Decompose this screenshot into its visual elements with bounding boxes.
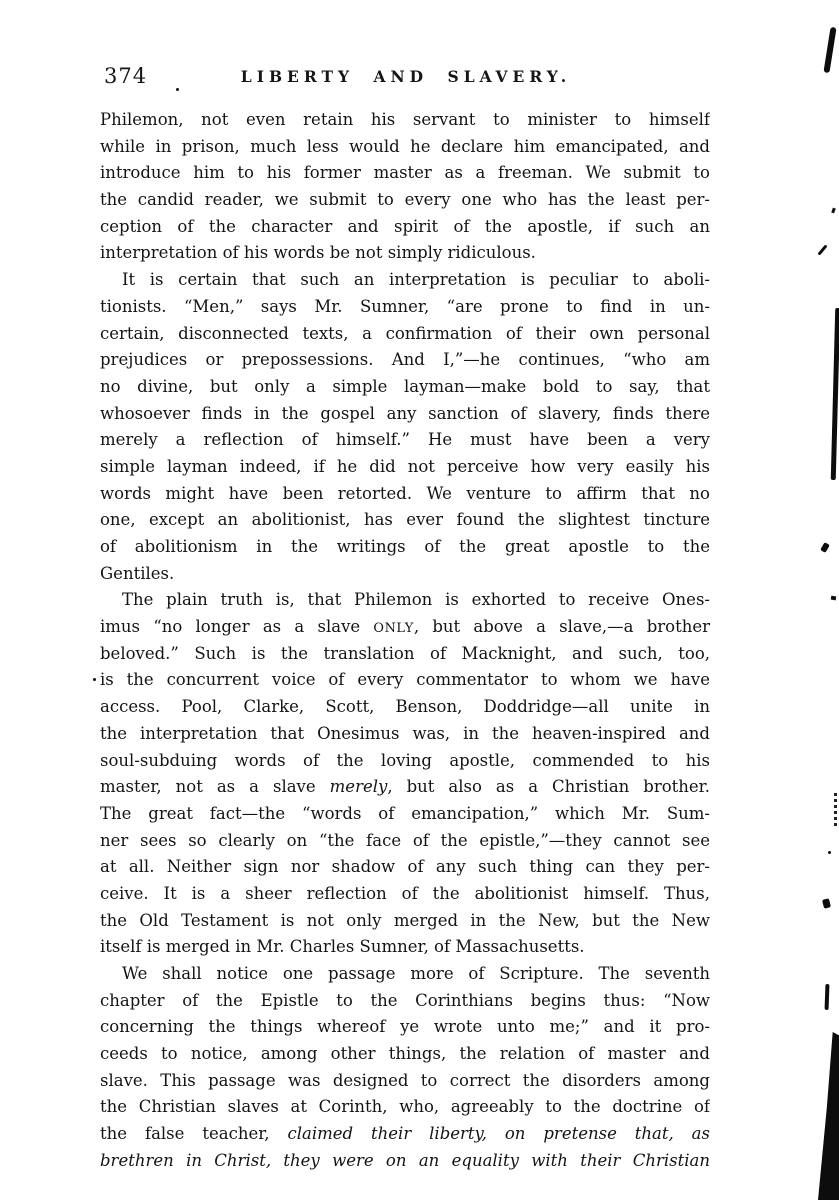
scan-artifact — [818, 1032, 839, 1200]
body-text: soul-subduing words of the loving apostle, commended to his — [100, 750, 710, 770]
paragraph — [100, 107, 710, 267]
text-line — [100, 641, 710, 668]
scan-artifact — [825, 984, 830, 1010]
body-text: the interpretation that Onesimus was, in the heaven-inspired and — [100, 723, 710, 743]
body-text: is the concurrent voice of every commentator to whom we have — [100, 670, 710, 690]
italic-text: claimed their liberty, on pretense that, as — [287, 1124, 710, 1144]
body-text: ceive. It is a sheer reflection of the abolitionist himself. Thus, — [100, 883, 710, 903]
running-title: LIBERTY AND SLAVERY. — [240, 67, 572, 86]
body-text: introduce him to his former master as a freeman. We submit to — [100, 163, 710, 183]
scan-artifact — [823, 27, 836, 73]
scan-artifact — [176, 88, 179, 91]
text-line — [100, 587, 710, 614]
scan-artifact — [817, 244, 827, 255]
body-text: We shall notice one passage more of Scripture. The seventh — [122, 964, 710, 983]
page-number: 374 — [104, 64, 148, 88]
body-text: ner sees so clearly on “the face of the epistle,”—they cannot see — [100, 830, 710, 850]
scan-artifact — [831, 596, 837, 601]
text-line — [100, 614, 710, 641]
body-text: Philemon, not even retain his servant to minister to himself — [100, 110, 710, 129]
text-line — [100, 214, 710, 241]
text-line — [100, 721, 710, 748]
text-line — [100, 774, 710, 801]
scan-artifact — [831, 208, 836, 214]
scan-artifact — [828, 851, 831, 854]
text-line — [100, 1041, 710, 1068]
scan-artifact — [834, 793, 837, 829]
text-line — [100, 107, 710, 134]
body-text: ception of the character and spirit of the apostle, if such an — [100, 216, 710, 236]
text-line — [100, 881, 710, 908]
body-text: prejudices or prepossessions. And I,”—he continues, “who am — [100, 350, 710, 370]
page-header — [100, 62, 712, 92]
text-line — [100, 187, 710, 214]
body-text: The plain truth is, that Philemon is exhorted to receive Ones- — [122, 590, 710, 610]
paragraph — [100, 587, 710, 961]
body-text: the candid reader, we submit to every one who has the least per- — [100, 190, 710, 210]
text-line — [100, 934, 710, 961]
body-text: access. Pool, Clarke, Scott, Benson, Doddridge—all unite in — [100, 697, 710, 717]
body-text: ceeds to notice, among other things, the relation of master and — [100, 1044, 710, 1064]
body-text: chapter of the Epistle to the Corinthians begins thus: “Now — [100, 990, 710, 1010]
text-line — [100, 134, 710, 161]
body-text: simple layman indeed, if he did not perceive how very easily his — [100, 456, 710, 476]
scan-artifact — [93, 678, 96, 681]
text-line — [100, 1014, 710, 1041]
text-body — [100, 107, 710, 1175]
body-text: while in prison, much less would he declare him emancipated, and — [100, 136, 710, 156]
text-line — [100, 534, 710, 561]
text-line — [100, 321, 710, 348]
body-text: The great fact—the “words of emancipation,” which Mr. Sum- — [100, 803, 710, 823]
text-line — [100, 240, 710, 267]
text-line — [100, 374, 710, 401]
text-line — [100, 160, 710, 187]
italic-text: brethren in Christ, they were on an equality with their Christian — [100, 1150, 710, 1170]
italic-text: merely — [329, 777, 388, 797]
text-line — [100, 427, 710, 454]
body-text: tionists. “Men,” says Mr. Sumner, “are prone to find in un- — [100, 296, 710, 316]
body-text: the false teacher, — [100, 1124, 288, 1144]
text-line — [100, 988, 710, 1015]
body-text: itself is merged in Mr. Charles Sumner, of Massachusetts. — [100, 937, 585, 957]
body-text: words might have been retorted. We venture to affirm that no — [100, 483, 710, 503]
text-line — [100, 694, 710, 721]
text-line — [100, 908, 710, 935]
text-line — [100, 801, 710, 828]
body-text: imus “no longer as a slave — [100, 617, 374, 637]
body-text: one, except an abolitionist, has ever found the slightest tincture — [100, 510, 710, 530]
small-caps-text: ONLY — [373, 621, 414, 637]
body-text: master, not as a slave — [100, 777, 330, 797]
body-text: the Christian slaves at Corinth, who, agreeably to the doctrine of — [100, 1097, 710, 1117]
text-line — [100, 667, 710, 694]
text-line — [100, 748, 710, 775]
text-line — [100, 561, 710, 588]
body-text: concerning the things whereof ye wrote unto me;” and it pro- — [100, 1017, 710, 1037]
body-text: the Old Testament is not only merged in the New, but the New — [100, 910, 710, 930]
text-line — [100, 1094, 710, 1121]
body-text: beloved.” Such is the translation of Macknight, and such, too, — [100, 643, 710, 663]
text-line — [100, 854, 710, 881]
body-text: merely a reflection of himself.” He must have been a very — [100, 430, 710, 450]
text-line — [100, 347, 710, 374]
paragraph — [100, 267, 710, 587]
body-text: Gentiles. — [100, 563, 175, 583]
text-line — [100, 401, 710, 428]
body-text: , but also as a Christian brother. — [387, 777, 710, 797]
text-line — [100, 961, 710, 988]
body-text: certain, disconnected texts, a confirmation of their own personal — [100, 323, 710, 343]
text-line — [100, 267, 710, 294]
text-line — [100, 454, 710, 481]
body-text: , but above a slave,—a brother — [413, 617, 710, 637]
scan-artifact — [831, 308, 839, 480]
body-text: It is certain that such an interpretation is peculiar to aboli- — [122, 270, 710, 290]
scan-artifact — [822, 898, 831, 909]
text-line — [100, 294, 710, 321]
scan-artifact — [820, 542, 830, 553]
body-text: whosoever finds in the gospel any sanction of slavery, finds there — [100, 403, 710, 423]
text-line — [100, 1148, 710, 1175]
text-line — [100, 1068, 710, 1095]
body-text: slave. This passage was designed to correct the disorders among — [100, 1070, 710, 1090]
body-text: no divine, but only a simple layman—make bold to say, that — [100, 376, 710, 396]
body-text: of abolitionism in the writings of the great apostle to the — [100, 537, 710, 556]
text-line — [100, 828, 710, 855]
text-line — [100, 1121, 710, 1148]
body-text: at all. Neither sign nor shadow of any such thing can they per- — [100, 857, 710, 877]
text-line — [100, 481, 710, 508]
paragraph — [100, 961, 710, 1175]
body-text: interpretation of his words be not simply ridiculous. — [100, 243, 536, 263]
text-line — [100, 507, 710, 534]
